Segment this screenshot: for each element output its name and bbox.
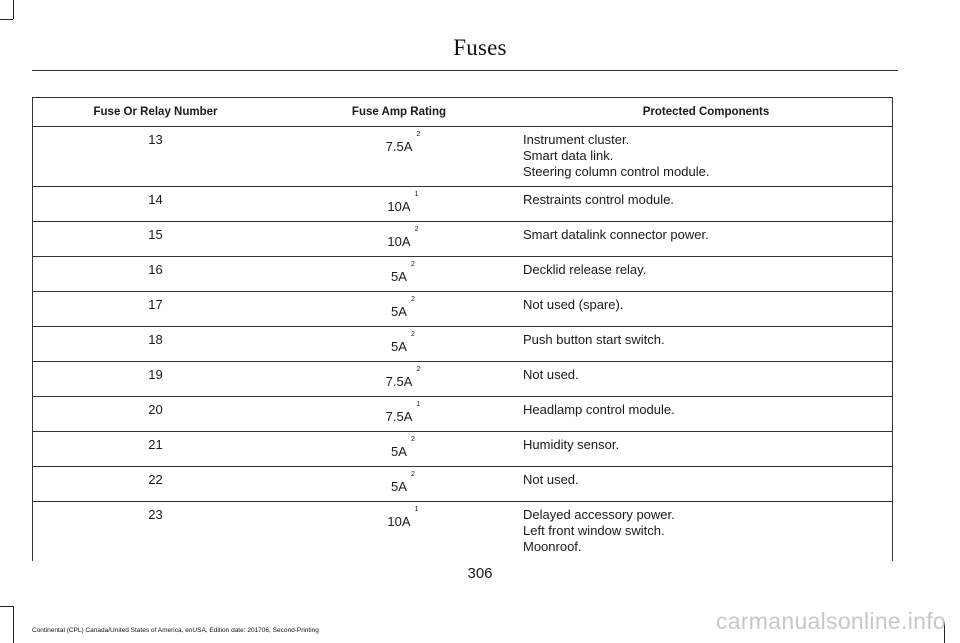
amp-rating-cell: [278, 327, 520, 362]
table-row: [33, 397, 893, 432]
fuse-number: 22: [33, 467, 279, 502]
crop-mark-top-left-h: [0, 19, 13, 20]
component-line: Left front window switch.: [523, 523, 665, 538]
amp-footnote: 2: [410, 436, 415, 443]
amp-footnote: 2: [416, 131, 421, 138]
amp-rating-value: 10A: [387, 199, 411, 214]
amp-rating-cell: [278, 397, 520, 432]
amp-footnote: 1: [414, 506, 419, 513]
component-line: Smart data link.: [523, 148, 614, 163]
protected-components: [520, 187, 893, 222]
fuse-number: 17: [33, 292, 279, 327]
amp-footnote: 2: [414, 226, 419, 233]
fuse-number: 18: [33, 327, 279, 362]
fuse-table: [32, 97, 893, 561]
table-row: [33, 432, 893, 467]
amp-rating-cell: [278, 467, 520, 502]
component-line: Decklid release relay.: [523, 262, 647, 277]
amp-rating-value: 5A: [391, 339, 407, 354]
component-line: Delayed accessory power.: [523, 507, 675, 522]
amp-rating: [391, 331, 415, 354]
amp-rating-value: 10A: [387, 514, 411, 529]
amp-rating: [387, 506, 419, 529]
component-line: Not used.: [523, 472, 579, 487]
fuse-number: 21: [33, 432, 279, 467]
amp-rating-cell: [278, 362, 520, 397]
header-amp-rating: Fuse Amp Rating: [278, 98, 520, 127]
footer-text: Continental (CPL) Canada/United States of America, enUSA, Edition date: 201706, Second-Printing: [32, 627, 319, 634]
fuse-number: 19: [33, 362, 279, 397]
header-fuse-number: Fuse Or Relay Number: [33, 98, 279, 127]
amp-footnote: 2: [410, 331, 415, 338]
amp-rating: [391, 261, 415, 284]
amp-footnote: 2: [416, 366, 421, 373]
table-row: [33, 127, 893, 187]
watermark: carmanualsonline.info: [715, 608, 946, 634]
amp-footnote: 2: [410, 261, 415, 268]
table-header-row: [33, 98, 893, 127]
component-line: Humidity sensor.: [523, 437, 620, 452]
table-row: [33, 502, 893, 562]
component-line: Headlamp control module.: [523, 402, 675, 417]
header-protected-components: Protected Components: [520, 98, 893, 127]
section-title: Fuses: [453, 35, 507, 60]
fuse-number: 13: [33, 127, 279, 187]
amp-rating: [385, 366, 421, 389]
table-row: [33, 222, 893, 257]
amp-rating: [387, 226, 419, 249]
component-line: Instrument cluster.: [523, 132, 630, 147]
amp-footnote: 2: [410, 471, 415, 478]
amp-rating-value: 5A: [391, 479, 407, 494]
amp-rating-cell: [278, 222, 520, 257]
amp-rating: [391, 436, 415, 459]
page-number: 306: [467, 565, 493, 582]
amp-rating-cell: [278, 502, 520, 562]
protected-components: [520, 257, 893, 292]
amp-rating: [387, 191, 419, 214]
protected-components: [520, 362, 893, 397]
amp-rating-value: 5A: [391, 444, 407, 459]
amp-rating-value: 10A: [387, 234, 411, 249]
table-row: [33, 257, 893, 292]
fuse-number: 15: [33, 222, 279, 257]
crop-mark-bottom-left-h: [0, 606, 13, 607]
component-line: Not used.: [523, 367, 579, 382]
amp-rating-value: 5A: [391, 304, 407, 319]
table-row: [33, 327, 893, 362]
table-row: [33, 362, 893, 397]
crop-mark-bottom-left-v: [13, 606, 14, 643]
table-row: [33, 187, 893, 222]
amp-rating-value: 5A: [391, 269, 407, 284]
protected-components: [520, 502, 893, 562]
fuse-table-body: [33, 127, 893, 562]
amp-rating-cell: [278, 127, 520, 187]
component-line: Restraints control module.: [523, 192, 675, 207]
fuse-number: 23: [148, 507, 163, 522]
component-line: Smart datalink connector power.: [523, 227, 709, 242]
amp-rating-value: 7.5A: [385, 409, 413, 424]
fuse-number: 20: [33, 397, 279, 432]
fuse-number: 16: [33, 257, 279, 292]
amp-rating-cell: [278, 292, 520, 327]
amp-rating: [391, 296, 415, 319]
amp-footnote: 2: [410, 296, 415, 303]
protected-components: [520, 397, 893, 432]
amp-rating-cell: [278, 187, 520, 222]
amp-footnote: 1: [416, 401, 421, 408]
component-line: Moonroof.: [523, 539, 582, 554]
amp-rating: [385, 401, 421, 424]
fuse-number: 14: [33, 187, 279, 222]
protected-components: [520, 222, 893, 257]
amp-rating-value: 7.5A: [385, 374, 413, 389]
protected-components: [520, 292, 893, 327]
protected-components: [520, 127, 893, 187]
amp-rating-value: 7.5A: [385, 139, 413, 154]
amp-rating: [391, 471, 415, 494]
amp-rating-cell: [278, 432, 520, 467]
table-row: [33, 467, 893, 502]
protected-components: [520, 327, 893, 362]
title-rule: [32, 70, 898, 71]
protected-components: [520, 432, 893, 467]
component-line: Steering column control module.: [523, 164, 710, 179]
amp-rating-cell: [278, 257, 520, 292]
amp-rating: [385, 131, 421, 154]
component-line: Not used (spare).: [523, 297, 624, 312]
component-line: Push button start switch.: [523, 332, 665, 347]
protected-components: [520, 467, 893, 502]
table-row: [33, 292, 893, 327]
amp-footnote: 1: [414, 191, 419, 198]
crop-mark-top-left-v: [13, 0, 14, 19]
